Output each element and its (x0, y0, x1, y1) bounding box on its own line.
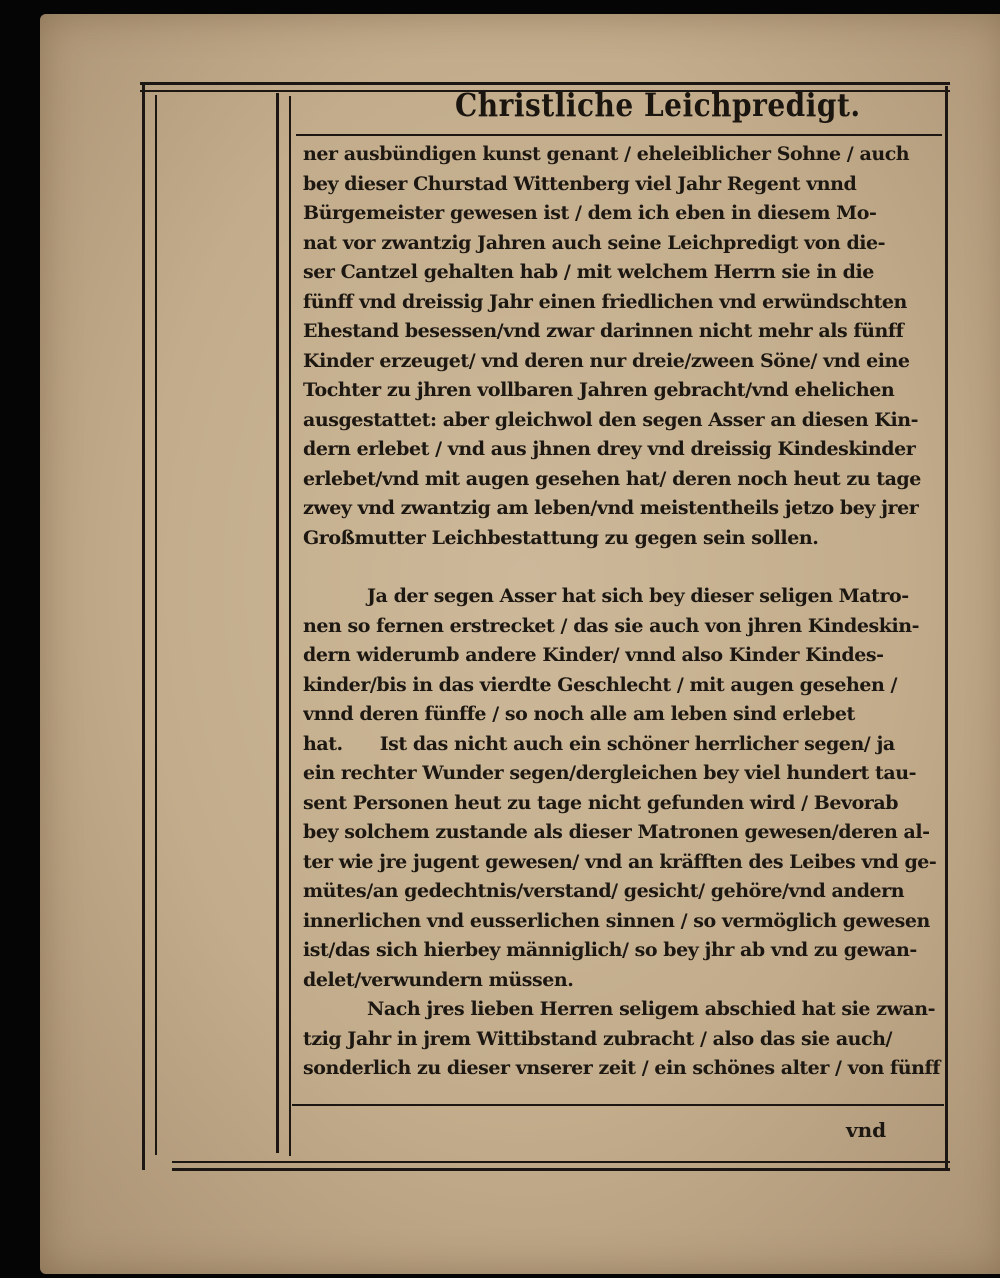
text-line: tzig Jahr in jrem Wittibstand zubracht / also das sie auch/ (303, 1027, 893, 1050)
text-line: Nach jres lieben Herren seligem abschied hat sie zwan- (367, 998, 936, 1020)
text-line: dern erlebet / vnd aus jhnen drey vnd dreissig Kindeskinder (303, 438, 916, 460)
text-line: zwey vnd zwantzig am leben/vnd meistentheils jetzo bey jrer (303, 497, 919, 519)
text-line: ter wie jre jugent gewesen/ vnd an kräfften des Leibes vnd ge- (303, 850, 937, 873)
text-line: bey dieser Churstad Wittenberg viel Jahr Regent vnnd (303, 172, 857, 195)
text-line: ein rechter Wunder segen/dergleichen bey viel hundert tau- (303, 762, 917, 784)
left-rule-inner (155, 95, 157, 1155)
text-line: bey solchem zustande als dieser Matronen gewesen/deren al- (303, 821, 930, 843)
text-line: fünff vnd dreissig Jahr einen friedlichen vnd erwündschten (303, 290, 907, 313)
text-line: ist/das sich hierbey männiglich/ so bey jhr ab vnd zu gewan- (303, 939, 917, 961)
text-line: ser Cantzel gehalten hab / mit welchem Herrn sie in die (303, 261, 874, 283)
text-line: sent Personen heut zu tage nicht gefunden wird / Bevorab (303, 791, 899, 814)
bottom-rule-inner (172, 1161, 950, 1163)
text-line: Bürgemeister gewesen ist / dem ich eben in diesem Mo- (303, 202, 877, 224)
text-line: delet/verwundern müssen. (303, 968, 574, 991)
bottom-rule-outer (172, 1168, 950, 1171)
text-line: ausgestattet: aber gleichwol den segen Asser an diesen Kin- (303, 408, 919, 431)
column-rule-right (289, 96, 291, 1156)
text-line: vnnd deren fünffe / so noch alle am leben sind erlebet (303, 703, 855, 725)
text-line: innerlichen vnd eusserlichen sinnen / so vermöglich gewesen (303, 909, 930, 932)
text-line: erlebet/vnd mit augen gesehen hat/ deren noch heut zu tage (303, 467, 921, 490)
text-line: nat vor zwantzig Jahren auch seine Leichpredigt von die- (303, 231, 886, 254)
text-line: Tochter zu jhren vollbaren Jahren gebracht/vnd ehelichen (303, 379, 895, 401)
top-rule-outer (140, 82, 950, 85)
text-line: mütes/an gedechtnis/verstand/ gesicht/ gehöre/vnd andern (303, 880, 905, 902)
text-line: Großmutter Leichbestattung zu gegen sein sollen. (303, 526, 819, 549)
text-line: Ja der segen Asser hat sich bey dieser seligen Matro- (367, 585, 909, 607)
header-underline (296, 134, 942, 136)
body-text (303, 140, 948, 1084)
column-rule-left (276, 93, 279, 1153)
paragraph-1 (303, 140, 948, 553)
catchword: vnd (846, 1118, 887, 1142)
paragraph-gap (303, 553, 948, 582)
text-line: sonderlich zu dieser vnserer zeit / ein schönes alter / von fünff (303, 1057, 940, 1079)
text-line: Ehestand besessen/vnd zwar darinnen nicht mehr als fünff (303, 320, 904, 342)
text-bottom-rule (292, 1104, 944, 1106)
paragraph-2 (303, 582, 948, 995)
text-line: hat. Ist das nicht auch ein schöner herrlicher segen/ ja (303, 732, 895, 755)
text-line: ner ausbündigen kunst genant / eheleiblicher Sohne / auch (303, 143, 910, 165)
text-line: Kinder erzeuget/ vnd deren nur dreie/zween Söne/ vnd eine (303, 349, 910, 372)
left-rule-outer (142, 84, 145, 1170)
paragraph-3 (303, 995, 948, 1084)
text-line: dern widerumb andere Kinder/ vnnd also Kinder Kindes- (303, 644, 884, 666)
text-line: kinder/bis in das vierdte Geschlecht / mit augen gesehen / (303, 673, 898, 696)
text-line: nen so fernen erstrecket / das sie auch von jhren Kindeskin- (303, 614, 920, 637)
running-header: Christliche Leichpredigt. (455, 86, 861, 124)
